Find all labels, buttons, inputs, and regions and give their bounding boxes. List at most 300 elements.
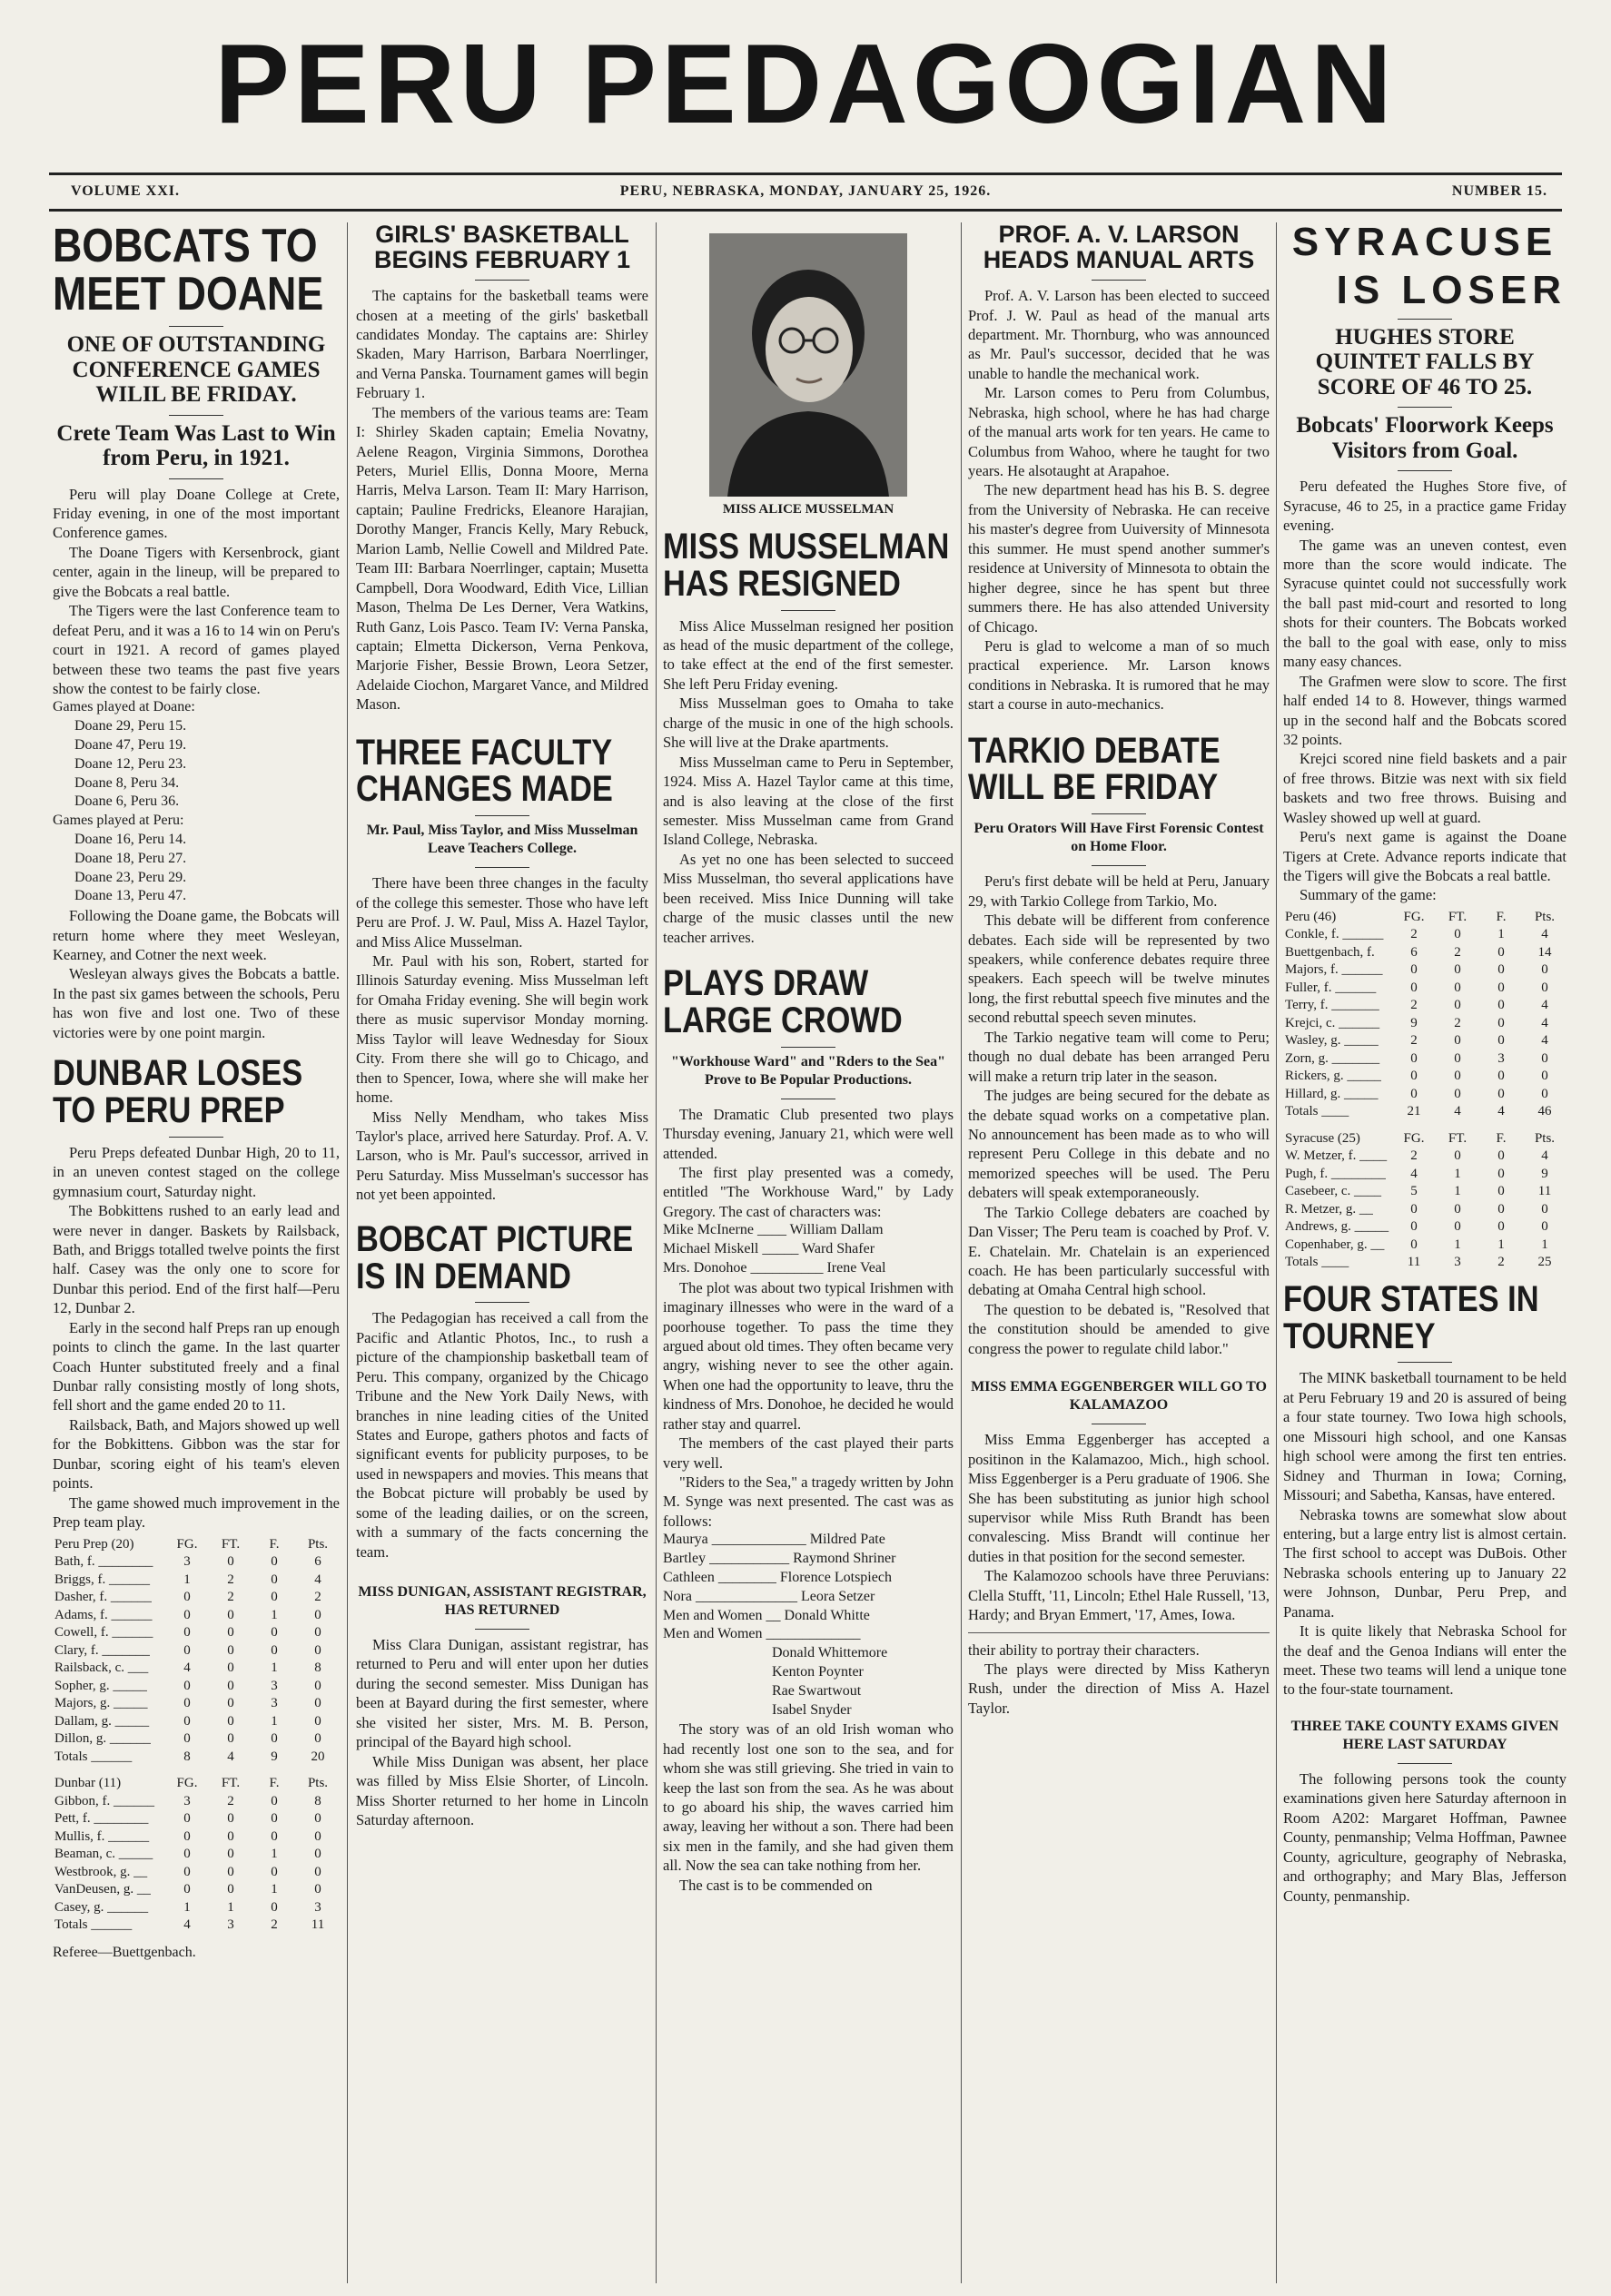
table-cell: Dallam, g. _____ [54,1713,150,1729]
table-cell: 0 [271,1864,278,1879]
table-cell: 2 [271,1917,278,1933]
table-cell: VanDeusen, g. __ [54,1882,151,1897]
table-cell: 0 [1410,1219,1418,1235]
table-cell: 0 [314,1828,321,1844]
game-result: Doane 23, Peru 29. [74,869,187,885]
table-cell: 0 [183,1696,191,1711]
table-cell: 1 [1454,1184,1461,1199]
table-cell: 0 [1497,1015,1505,1030]
table-cell: Westbrook, g. __ [54,1864,148,1879]
dateline [49,180,1562,203]
table-cell: 0 [1454,1050,1461,1066]
table-cell: 14 [1537,944,1552,960]
table-cell: 0 [314,1864,321,1879]
table-cell: 0 [183,1590,191,1605]
divider [475,1302,529,1303]
table-cell: F. [269,1776,280,1791]
table-cell: 0 [227,1882,234,1897]
article-paragraph: Summary of the game: [1300,886,1437,904]
table-cell: F. [1496,909,1507,924]
table-cell: 4 [1497,1104,1505,1119]
headline-plays-draw: PLAYS DRAW LARGE CROWD [663,963,903,1040]
article-paragraph: Miss Emma Eggenberger has accepted a positinon in the Kalamazoo, Mich., high school. Miss Eggenberger is a Peru graduate of 1906. She She has been substituting as junior high school supervisor while Miss Ruth Brandt has been convalescing. Miss Brandt will continue her duties in that position for the second semester. [968,1431,1270,1565]
table-row [53,1713,340,1731]
table-row [1283,961,1567,980]
article-paragraph: The question to be debated is, "Resolved that the constitution should be amended to give congress the power to regulate child labor." [968,1300,1270,1357]
table-cell: 3 [271,1678,278,1693]
table-cell: 0 [1541,962,1548,978]
divider [1092,280,1146,281]
table-cell: 1 [227,1899,234,1915]
cast-line: Mrs. Donohoe __________ Irene Veal [663,1259,886,1276]
table-cell: 0 [227,1864,234,1879]
table-cell: 4 [1541,1148,1548,1164]
cast-line: Men and Women _____________ [663,1626,861,1642]
box-score-dunbar [53,1775,340,1935]
table-cell: 3 [314,1899,321,1915]
headline-bobcat-picture: BOBCAT PICTURE IS IN DEMAND [356,1218,634,1296]
table-cell: 1 [271,1607,278,1622]
table-cell: 6 [1410,944,1418,960]
table-cell: Briggs, f. ______ [54,1572,150,1587]
dateline-rule [49,209,1562,212]
article-paragraph: Railsback, Bath, and Majors showed up well for the Bobkittens. Gibbon was the star for Dunbar, scoring eight of his team's eleven points. [53,1415,340,1493]
table-row [53,1660,340,1678]
table-cell: FG. [1403,1130,1425,1146]
headline-four-states: FOUR STATES IN TOURNEY [1283,1278,1539,1356]
table-cell: 0 [314,1882,321,1897]
table-cell: 2 [227,1572,234,1587]
column-divider [347,222,348,2283]
cast-member: Isabel Snyder [772,1701,852,1718]
cast-line: Maurya _____________ Mildred Pate [663,1532,885,1548]
article-paragraph: Peru's first debate will be held at Peru, January 29, with Tarkio College from Tarkio, Mo. [968,872,1270,910]
table-row [1283,926,1567,944]
table-cell: 1 [1497,1237,1505,1252]
headline-girls-basketball: GIRLS' BASKETBALL BEGINS FEBRUARY 1 [373,222,631,273]
table-cell: 4 [314,1572,321,1587]
table-cell: 0 [1541,1201,1548,1217]
table-row [53,1678,340,1696]
table-cell: 2 [1410,1033,1418,1049]
table-cell: 0 [183,1828,191,1844]
table-total-row [53,1917,340,1935]
table-cell: Peru (46) [1285,909,1337,924]
table-cell: 3 [1454,1255,1461,1270]
table-row [53,1810,340,1828]
headline-county-exams: THREE TAKE COUNTY EXAMS GIVEN HERE LAST SATURDAY [1290,1718,1559,1752]
table-cell: 0 [1541,1069,1548,1084]
article-paragraph: The Bobkittens rushed to an early lead and were never in danger. Baskets by Railsback, Bath, and Briggs totalled twelve points the first half. Casey was the only one to score for Dunbar this period. End of the first half—Peru 12, Dunbar 2. [53,1202,340,1317]
table-row [1283,980,1567,998]
article-paragraph: The first play presented was a comedy, entitled "The Workhouse Ward," by Lady Gregory. The cast of characters was: [663,1163,954,1220]
table-cell: 0 [183,1882,191,1897]
article-paragraph: Peru's next game is against the Doane Tigers at Crete. Advance reports indicate that the Tigers will give the Bobcats a real battle. [1283,828,1567,884]
table-cell: 0 [1454,1201,1461,1217]
article-paragraph: It is quite likely that Nebraska School for the deaf and the Genoa Indians will enter the meet. These two teams will lend a unique tone to the four-state tournament. [1283,1622,1567,1699]
table-cell: 2 [227,1590,234,1605]
table-cell: FG. [176,1536,198,1552]
table-cell: 0 [183,1607,191,1622]
table-cell: 0 [1410,1201,1418,1217]
table-cell: Copenhaber, g. __ [1285,1237,1385,1252]
game-result: Doane 12, Peru 23. [74,755,187,772]
table-cell: 1 [271,1882,278,1897]
article-paragraph: The Tigers were the last Conference team to defeat Peru, and it was a 16 to 14 win on Peru's court in 1921. A record of games played between these two teams the past five years show the contest to be fairly close. [53,602,340,697]
table-cell: 0 [1497,1201,1505,1217]
table-header-row [1283,909,1567,927]
table-row [53,1864,340,1882]
article-paragraph: The Kalamozoo schools have three Peruvians: Clella Stufft, '11, Lincoln; Ethel Hale Russell, '13, Hardy; and Bryan Emmert, '17, Ames, Iowa. [968,1567,1270,1624]
table-cell: Wasley, g. _____ [1285,1033,1379,1049]
article-paragraph: Miss Musselman came to Peru in September, 1924. Miss A. Hazel Taylor came at this time, and is also leaving at the close of the first semester. Miss Musselman came from Grand Island College, Nebraska. [663,753,954,849]
article-paragraph: The Tarkio negative team will come to Peru; though no dual debate has been arranged Peru will make a return trip later in the season. [968,1028,1270,1085]
table-cell: FT. [221,1536,241,1552]
column-5 [1283,222,1567,2283]
table-cell: Pett, f. ________ [54,1811,149,1827]
table-cell: 0 [227,1713,234,1729]
divider [1398,1362,1452,1363]
article-paragraph: "Riders to the Sea," a tragedy written by John M. Synge was next presented. The cast was as follows: [663,1473,954,1530]
table-cell: 0 [183,1713,191,1729]
table-row [1283,1086,1567,1104]
table-cell: FT. [1448,909,1468,924]
table-row [53,1730,340,1749]
table-cell: 0 [1454,998,1461,1013]
box-score-peru [1283,909,1567,1121]
deck-hughes-store: HUGHES STORE QUINTET FALLS BY SCORE OF 46 TO 25. [1315,324,1535,399]
table-cell: F. [1496,1130,1507,1146]
column-divider [656,222,657,2283]
cast-line: Men and Women __ Donald Whitte [663,1607,870,1623]
table-cell: 3 [271,1696,278,1711]
table-cell: Buettgenbach, f. [1285,944,1375,960]
table-cell: 0 [183,1864,191,1879]
article-paragraph: Peru defeated the Hughes Store five, of Syracuse, 46 to 25, in a practice game Friday evening. [1283,478,1567,535]
table-cell: Pts. [1534,909,1556,924]
table-cell: 21 [1407,1104,1421,1119]
article-paragraph: The game showed much improvement in the Prep team play. [53,1493,340,1532]
table-cell: 4 [183,1660,191,1676]
table-row [53,1572,340,1590]
table-row [53,1899,340,1917]
table-row [1283,1183,1567,1201]
table-cell: Majors, g. _____ [54,1696,148,1711]
table-cell: 0 [271,1625,278,1641]
table-cell: 9 [1541,1166,1548,1181]
table-cell: Andrews, g. _____ [1285,1219,1389,1235]
referee-line: Referee—Buettgenbach. [53,1944,196,1960]
article-paragraph: As yet no one has been selected to succeed Miss Musselman, tho several applications have been received. Miss Inice Dunning will take charge of the music classes until the new teacher arrives. [663,850,954,946]
deck-plays: "Workhouse Ward" and "Rders to the Sea" Prove to Be Popular Productions. [671,1053,945,1088]
table-cell: 0 [227,1811,234,1827]
deck-tarkio: Peru Orators Will Have First Forensic Contest on Home Floor. [974,821,1264,855]
table-cell: Totals ____ [1285,1104,1349,1119]
table-cell: 20 [311,1749,325,1764]
table-cell: FT. [1448,1130,1468,1146]
table-cell: 8 [314,1660,321,1676]
table-cell: 0 [183,1625,191,1641]
game-result: Doane 29, Peru 15. [74,718,187,734]
table-cell: 2 [1454,944,1461,960]
table-cell: 1 [183,1572,191,1587]
divider [169,478,223,479]
table-row [53,1695,340,1713]
divider [1398,319,1452,320]
article-paragraph: The Tarkio College debaters are coached by Dan Visser; The Peru team is coached by Prof. V. E. Chatelain. Mr. Chatelain is an experienced coach. He has been particularly successful with debating at Omaha Central high school. [968,1203,1270,1299]
cast-member: Donald Whittemore [772,1645,888,1661]
divider [781,610,835,611]
table-cell: 0 [227,1696,234,1711]
table-cell: 0 [1541,980,1548,995]
table-total-row [1283,1254,1567,1272]
table-cell: 8 [183,1749,191,1764]
table-cell: 6 [314,1554,321,1570]
column-4 [968,222,1270,2283]
cast-member: Rae Swartwout [772,1682,862,1699]
table-cell: 11 [311,1917,325,1933]
box-score-peru-prep [53,1536,340,1767]
table-cell: 0 [314,1811,321,1827]
table-header-row [53,1775,340,1793]
table-cell: Bath, f. ________ [54,1554,153,1570]
article-paragraph: The cast is to be commended on [679,1876,873,1894]
table-cell: 0 [183,1847,191,1862]
table-row [53,1607,340,1625]
article-paragraph: The Doane Tigers with Kersenbrock, giant center, again in the lineup, will be prepared to give the Bobcats a real battle. [53,543,340,600]
cast-member: Kenton Poynter [772,1663,864,1680]
table-cell: 1 [1497,927,1505,942]
table-cell: Zorn, g. _______ [1285,1050,1380,1066]
article-paragraph: The Dramatic Club presented two plays Thursday evening, January 21, which were well attended. [663,1105,954,1162]
table-cell: 0 [1497,962,1505,978]
table-cell: Beaman, c. _____ [54,1847,153,1862]
table-cell: 3 [183,1554,191,1570]
article-paragraph: The judges are being secured for the debate as the debate squad works on a competative plan. No announcement has been made as to who will represent Peru College in this debate and no memorized speeches will be used. The Peru debaters will speak extemporaneously. [968,1087,1270,1202]
cast-line: Michael Miskell _____ Ward Shafer [663,1241,875,1257]
table-cell: 0 [271,1590,278,1605]
table-row [1283,1015,1567,1033]
table-cell: 0 [183,1731,191,1747]
table-cell: Totals ______ [54,1749,133,1764]
headline-larson: PROF. A. V. LARSON HEADS MANUAL ARTS [983,222,1255,273]
table-row [53,1642,340,1660]
table-cell: F. [269,1536,280,1552]
table-cell: 4 [1541,998,1548,1013]
article-paragraph: The following persons took the county examinations given here Saturday afternoon in Room A202: Margaret Hoffman, Pawnee County, penmanship; Velma Hoffman, Pawnee County, agriculture, geography of Nebraska, and orthography; and Mary Blas, Jefferson County, penmanship. [1283,1769,1567,1905]
table-cell: 1 [271,1713,278,1729]
game-result: Doane 16, Peru 14. [74,831,187,847]
table-cell: 0 [1541,1050,1548,1066]
article-paragraph: Peru is glad to welcome a man of so much practical experience. Mr. Larson knows conditions in Nebraska. It is rumored that he may start a course in auto-mechanics. [968,636,1270,714]
table-cell: 0 [1497,944,1505,960]
portrait-illustration [709,233,907,497]
divider [475,280,529,281]
headline-bobcats-doane: BOBCATS TO MEET DOANE [53,222,324,321]
table-cell: 11 [1407,1255,1421,1270]
headline-miss-dunigan: MISS DUNIGAN, ASSISTANT REGISTRAR, HAS RETURNED [358,1584,647,1618]
table-cell: Totals ____ [1285,1255,1349,1270]
table-cell: Peru Prep (20) [54,1536,134,1552]
column-divider [1276,222,1277,2283]
headline-three-faculty: THREE FACULTY CHANGES MADE [356,732,613,810]
table-cell: 0 [1541,1086,1548,1101]
deck-crete-team: Crete Team Was Last to Win from Peru, in 1921. [56,420,336,471]
divider [781,1047,835,1048]
table-row [1283,1032,1567,1050]
divider [475,815,529,816]
table-cell: 0 [227,1731,234,1747]
deck-floorwork: Bobcats' Floorwork Keeps Visitors from Goal. [1296,413,1554,463]
table-cell: 1 [1454,1237,1461,1252]
table-row [1283,1050,1567,1069]
table-cell: 0 [1410,1237,1418,1252]
table-row [1283,1166,1567,1184]
table-cell: 0 [1497,1069,1505,1084]
table-cell: 0 [1497,1148,1505,1164]
deck-outstanding-games: ONE OF OUTSTANDING CONFERENCE GAMES WILIL BE FRIDAY. [66,332,326,408]
table-row [1283,1237,1567,1255]
headline-eggenberger: MISS EMMA EGGENBERGER WILL GO TO KALAMAZOO [971,1379,1267,1414]
table-row [53,1553,340,1572]
table-cell: 1 [183,1899,191,1915]
table-cell: 3 [1497,1050,1505,1066]
table-cell: Clary, f. _______ [54,1642,150,1658]
divider [475,1629,529,1630]
issue-number: NUMBER 15. [1451,183,1547,199]
table-cell: 1 [271,1847,278,1862]
table-cell: 0 [271,1828,278,1844]
table-cell: 0 [1454,1219,1461,1235]
table-row [1283,1218,1567,1237]
divider [1398,470,1452,471]
table-row [1283,1148,1567,1166]
article-paragraph: Krejci scored nine field baskets and a pair of free throws. Bitzie was next with six field baskets and two free throws. Buising and Wasley showed up well at guard. [1283,750,1567,826]
masthead-rule [49,172,1562,175]
article-paragraph: Following the Doane game, the Bobcats will return home where they meet Wesleyan, Kearney, and Cotner the next week. [53,907,340,964]
column-1 [53,222,340,2283]
divider [475,867,529,868]
table-cell: 1 [1541,1237,1548,1252]
table-cell: 0 [314,1625,321,1641]
table-cell: Mullis, f. ______ [54,1828,150,1844]
table-header-row [53,1536,340,1554]
table-cell: 4 [1454,1104,1461,1119]
article-paragraph: The plot was about two typical Irishmen with imaginary illnesses who were in the ward of a poorhouse together. To pass the time they argued about old times. They often became very angry, wishing never to see the other again. When one had the opportunity to leave, thru the kindness of Mrs. Donohoe, he decided he would rather stay and quarrel. [663,1278,954,1433]
headline-is-loser: IS LOSER [1336,267,1567,312]
article-paragraph: This debate will be different from conference debates. Each side will be represented by two speakers, while conference debates require three speakers. Each speech will be twelve minutes long, the first rebuttal speech five minutes and the second rebuttal speech seven minutes. [968,912,1270,1027]
deck-faculty: Mr. Paul, Miss Taylor, and Miss Musselman Leave Teachers College. [366,823,638,857]
column-2 [356,222,648,2283]
article-paragraph: Miss Nelly Mendham, who takes Miss Taylor's place, arrived here Saturday. Prof. A. V. Larson, who is Mr. Paul's successor, arrived in Peru Saturday. Miss Musselman's successor has not yet been appointed. [356,1108,648,1204]
table-cell: 0 [1454,980,1461,995]
article-paragraph: The plays were directed by Miss Katheryn Rush, under the direction of Miss A. Hazel Taylor. [968,1660,1270,1717]
table-cell: 3 [183,1793,191,1808]
table-cell: 2 [1410,998,1418,1013]
table-cell: Railsback, c. ___ [54,1660,149,1676]
divider [1092,865,1146,866]
divider [1398,1763,1452,1764]
table-cell: 0 [1497,1184,1505,1199]
column-3 [663,222,954,2283]
headline-tarkio-debate: TARKIO DEBATE WILL BE FRIDAY [968,730,1221,808]
table-cell: 0 [1541,1219,1548,1235]
table-cell: 2 [1410,927,1418,942]
article-paragraph: Miss Clara Dunigan, assistant registrar, has returned to Peru and will enter upon her duties during the second semester. Miss Dunigan has been at Bayard during the first semester, where she visited her sister, Mrs. M. B. Person, principal of the Bayard high school. [356,1636,648,1751]
table-cell: 3 [227,1917,234,1933]
table-cell: 0 [1497,1086,1505,1101]
photo-caption: MISS ALICE MUSSELMAN [722,502,894,517]
article-paragraph: The game was an uneven contest, even more than the score would indicate. The Syracuse quintet could not successfully work the ball past mid-court and resorted to long shots for their counters. The Bobcats worked the ball to the goal with ease, only to miss many easy chances. [1283,536,1567,671]
table-cell: 0 [227,1625,234,1641]
table-cell: 0 [1454,1069,1461,1084]
table-cell: 4 [183,1917,191,1933]
table-cell: 0 [227,1660,234,1676]
table-row [1283,1068,1567,1086]
article-paragraph: Miss Alice Musselman resigned her position as head of the music department of the college, to take effect at the end of the first semester. She left Peru Friday evening. [663,616,954,693]
table-cell: Gibbon, f. ______ [54,1793,154,1808]
divider [169,1137,223,1138]
table-cell: 0 [271,1899,278,1915]
table-total-row [1283,1103,1567,1121]
table-cell: Casebeer, c. ____ [1285,1184,1382,1199]
table-cell: 0 [1454,1086,1461,1101]
cast-line: Bartley ___________ Raymond Shriner [663,1551,896,1567]
table-cell: 0 [1454,1148,1461,1164]
table-total-row [53,1749,340,1767]
table-cell: 0 [1497,980,1505,995]
table-cell: Pts. [307,1536,329,1552]
article-paragraph: Wesleyan always gives the Bobcats a battle. In the past six games between the schools, Peru has won five and lost one. Two of these victories were by one point margin. [53,965,340,1041]
box-score-syracuse [1283,1130,1567,1272]
table-cell: Dillon, g. ______ [54,1731,151,1747]
table-cell: Cowell, f. ______ [54,1625,153,1641]
table-row [1283,997,1567,1015]
table-header-row [1283,1130,1567,1148]
table-cell: 4 [1410,1166,1418,1181]
table-cell: 0 [271,1572,278,1587]
table-cell: Dunbar (11) [54,1776,122,1791]
article-paragraph: Early in the second half Preps ran up enough points to clinch the game. In the last quarter Coach Hunter substituted freely and a final Dunbar rally consisting mostly of long shots, fell short and the game ended 20 to 11. [53,1318,340,1414]
article-paragraph: Mr. Paul with his son, Robert, started for Illinois Saturday evening. Miss Musselman left for Omaha Friday evening. She will begin work there as music supervisor Monday morning. Miss Taylor will leave Wednesday for Sioux City. From there she will go to Chicago, and then to Spencer, Iowa, where she will make her home. [356,952,648,1107]
list-label: Games played at Doane: [53,699,195,715]
article-paragraph: The Pedagogian has received a call from the Pacific and Atlantic Photos, Inc., to rush a picture of the championship basketball team of Peru. This company, organized by the Chicago Tribune and the New York Daily News, with branches in nine leading cities of the United States and Europe, gathers photos and facts of significant events for publicity purposes, to be used in newspapers and movies. This means that the Bobcat picture will probably be used by some of the leading dailies, or on the screen, with a summary of the facts concerning the team. [356,1309,648,1561]
headline-syracuse: SYRACUSE [1291,222,1558,264]
table-cell: 0 [183,1642,191,1658]
table-cell: Totals ______ [54,1917,133,1933]
table-cell: 2 [1410,1148,1418,1164]
table-cell: Majors, f. ______ [1285,962,1383,978]
volume-label: VOLUME XXI. [71,183,181,199]
table-cell: FG. [176,1776,198,1791]
table-cell: 25 [1537,1255,1552,1270]
cast-line: Nora ______________ Leora Setzer [663,1588,875,1604]
table-cell: 1 [1454,1166,1461,1181]
table-cell: 0 [1497,1219,1505,1235]
table-cell: Fuller, f. ______ [1285,980,1377,995]
table-cell: 0 [314,1678,321,1693]
table-cell: 0 [183,1811,191,1827]
column-divider [961,222,962,2283]
article-paragraph: Mr. Larson comes to Peru from Columbus, Nebraska, high school, where he has had charge of the manual arts work for ten years. He came to Columbus from Wahoo, where he taught for two years. He alsotaught at Arapahoe. [968,384,1270,479]
table-cell: Pugh, f. ________ [1285,1166,1386,1181]
table-cell: Dasher, f. ______ [54,1590,152,1605]
article-paragraph: their ability to portray their characters. [968,1641,1200,1659]
table-cell: FG. [1403,909,1425,924]
table-cell: Krejci, c. ______ [1285,1015,1380,1030]
table-cell: 0 [271,1554,278,1570]
table-cell: 0 [227,1828,234,1844]
